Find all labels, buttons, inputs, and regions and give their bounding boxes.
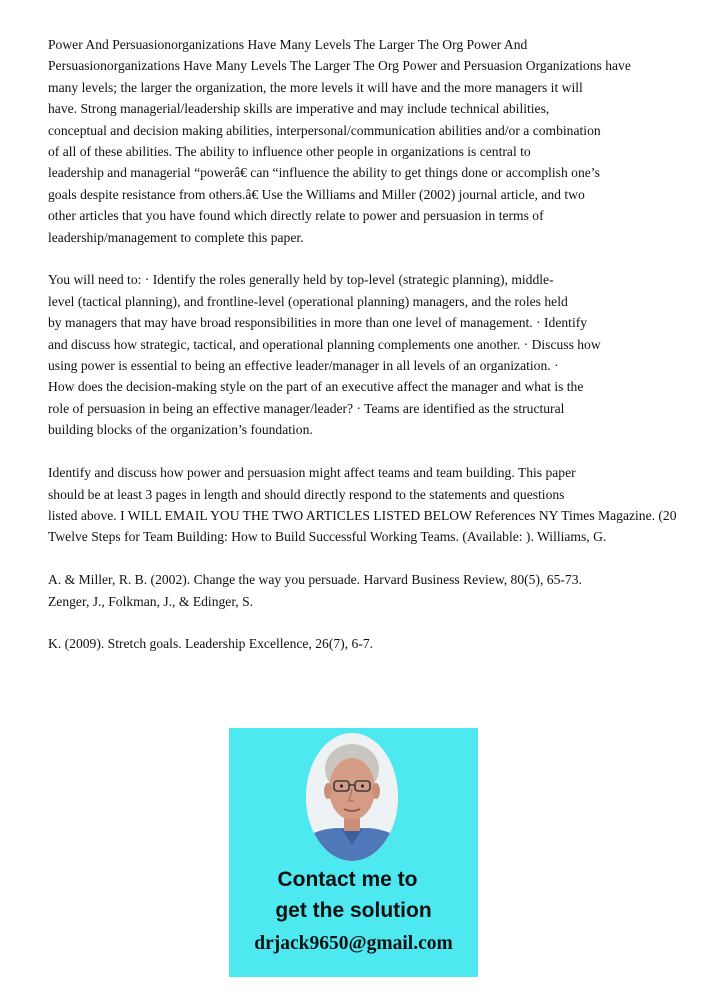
ad-headline-line1: Contact me to — [277, 868, 418, 891]
text-line: listed above. I WILL EMAIL YOU THE TWO ARTICLES LISTED BELOW References NY Times Magazine. (20 — [48, 507, 677, 523]
text-line: Zenger, J., Folkman, J., & Edinger, S. — [48, 593, 254, 609]
text-line: role of persuasion in being an effective manager/leader? · Teams are identified as the structural — [48, 400, 565, 416]
text-line: many levels; the larger the organization, the more levels it will have and the more managers it will — [48, 79, 583, 95]
text-line: leadership/management to complete this paper. — [48, 229, 304, 245]
text-line: conceptual and decision making abilities, interpersonal/communication abilities and/or a combination — [48, 122, 601, 138]
text-line: goals despite resistance from others.â€ Use the Williams and Miller (2002) journal article, and two — [48, 186, 585, 202]
text-line: other articles that you have found which directly relate to power and persuasion in terms of — [48, 208, 544, 224]
text-line: Identify and discuss how power and persuasion might affect teams and team building. This paper — [48, 465, 576, 481]
text-line: should be at least 3 pages in length and should directly respond to the statements and questions — [48, 486, 565, 502]
text-line: Twelve Steps for Team Building: How to Build Successful Working Teams. (Available: ). Williams, G. — [48, 529, 607, 545]
text-line: and discuss how strategic, tactical, and operational planning complements one another. · Discuss how — [48, 336, 601, 352]
text-line: have. Strong managerial/leadership skills are imperative and may include technical abilities, — [48, 101, 550, 117]
contact-ad-banner[interactable] — [229, 728, 478, 977]
text-line: A. & Miller, R. B. (2002). Change the way you persuade. Harvard Business Review, 80(5), 65-73. — [48, 572, 582, 588]
text-line: K. (2009). Stretch goals. Leadership Excellence, 26(7), 6-7. — [48, 636, 374, 652]
text-line: leadership and managerial “powerâ€ can “influence the ability to get things done or accomplish one’s — [48, 165, 600, 181]
text-line: You will need to: · Identify the roles generally held by top-level (strategic planning), middle- — [48, 272, 554, 288]
text-line: using power is essential to being an effective leader/manager in all levels of an organization. · — [48, 358, 559, 374]
paragraph-1 — [48, 34, 708, 248]
document-body — [48, 34, 708, 676]
text-line: by managers that may have broad responsibilities in more than one level of management. · Identify — [48, 315, 588, 331]
paragraph-4 — [48, 569, 708, 612]
portrait-photo — [306, 733, 398, 861]
paragraph-2 — [48, 269, 708, 440]
text-line: Power And Persuasionorganizations Have Many Levels The Larger The Org Power And — [48, 37, 528, 52]
contact-email-link[interactable]: drjack9650@gmail.com — [254, 933, 453, 954]
text-line: How does the decision-making style on the part of an executive affect the manager and what is the — [48, 379, 584, 395]
paragraph-3 — [48, 462, 708, 548]
text-line: Persuasionorganizations Have Many Levels The Larger The Org Power and Persuasion Organizations have — [48, 58, 631, 74]
ad-headline-line2: get the solution — [275, 899, 432, 922]
text-line: building blocks of the organization’s foundation. — [48, 422, 313, 438]
paragraph-5 — [48, 633, 708, 654]
text-line: level (tactical planning), and frontline-level (operational planning) managers, and the roles held — [48, 293, 568, 309]
person-icon — [306, 733, 398, 861]
text-line: of all of these abilities. The ability to influence other people in organizations is central to — [48, 144, 531, 160]
